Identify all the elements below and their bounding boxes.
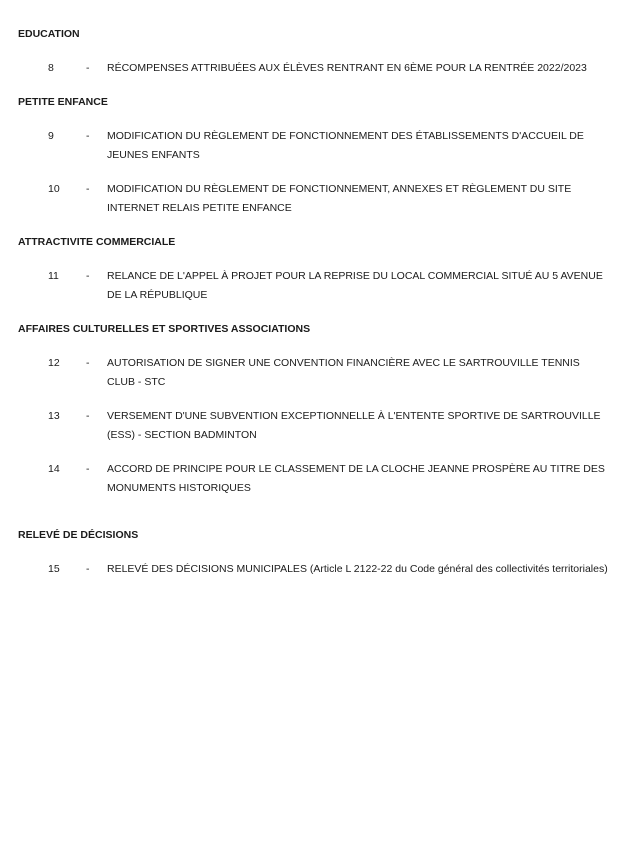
item-dash: - xyxy=(86,62,90,74)
item-number: 14 xyxy=(48,463,60,475)
item-text: RELANCE DE L'APPEL À PROJET POUR LA REPRISE DU LOCAL COMMERCIAL SITUÉ AU 5 AVENUE DE LA RÉPUBLIQUE xyxy=(107,270,603,301)
item-text: MODIFICATION DU RÈGLEMENT DE FONCTIONNEMENT, ANNEXES ET RÈGLEMENT DU SITE INTERNET RELAIS PETITE ENFANCE xyxy=(107,183,572,214)
section-title: EDUCATION xyxy=(18,28,80,40)
item-dash: - xyxy=(86,463,90,475)
agenda-item xyxy=(18,59,609,78)
agenda-item xyxy=(18,354,609,392)
section-title: PETITE ENFANCE xyxy=(18,96,108,108)
section-title: ATTRACTIVITE COMMERCIALE xyxy=(18,236,176,248)
item-text: RELEVÉ DES DÉCISIONS MUNICIPALES (Article L 2122-22 du Code général des collectivités territoriales) xyxy=(107,563,608,575)
item-number: 15 xyxy=(48,563,60,575)
agenda-item xyxy=(18,180,609,218)
item-number: 8 xyxy=(48,62,54,74)
item-number: 13 xyxy=(48,410,60,422)
item-text: ACCORD DE PRINCIPE POUR LE CLASSEMENT DE LA CLOCHE JEANNE PROSPÈRE AU TITRE DES MONUMENTS HISTORIQUES xyxy=(107,463,605,494)
agenda-item xyxy=(18,560,609,579)
item-number: 12 xyxy=(48,357,60,369)
item-number: 10 xyxy=(48,183,60,195)
item-dash: - xyxy=(86,183,90,195)
item-dash: - xyxy=(86,130,90,142)
agenda-item xyxy=(18,460,609,498)
item-text: AUTORISATION DE SIGNER UNE CONVENTION FINANCIÈRE AVEC LE SARTROUVILLE TENNIS CLUB - STC xyxy=(107,357,580,388)
item-number: 11 xyxy=(48,270,59,282)
section-title: RELEVÉ DE DÉCISIONS xyxy=(18,529,139,541)
section-title: AFFAIRES CULTURELLES ET SPORTIVES ASSOCIATIONS xyxy=(18,323,311,335)
item-dash: - xyxy=(86,357,90,369)
item-text: VERSEMENT D'UNE SUBVENTION EXCEPTIONNELLE À L'ENTENTE SPORTIVE DE SARTROUVILLE (ESS) - SECTION BADMINTON xyxy=(107,410,601,441)
item-dash: - xyxy=(86,563,90,575)
agenda-item xyxy=(18,127,609,165)
item-dash: - xyxy=(86,270,90,282)
item-text: RÉCOMPENSES ATTRIBUÉES AUX ÉLÈVES RENTRANT EN 6ÈME POUR LA RENTRÉE 2022/2023 xyxy=(107,62,587,74)
item-number: 9 xyxy=(48,130,54,142)
item-dash: - xyxy=(86,410,90,422)
agenda-item xyxy=(18,267,609,305)
agenda-item xyxy=(18,407,609,445)
item-text: MODIFICATION DU RÈGLEMENT DE FONCTIONNEMENT DES ÉTABLISSEMENTS D'ACCUEIL DE JEUNES ENFANTS xyxy=(107,130,584,161)
